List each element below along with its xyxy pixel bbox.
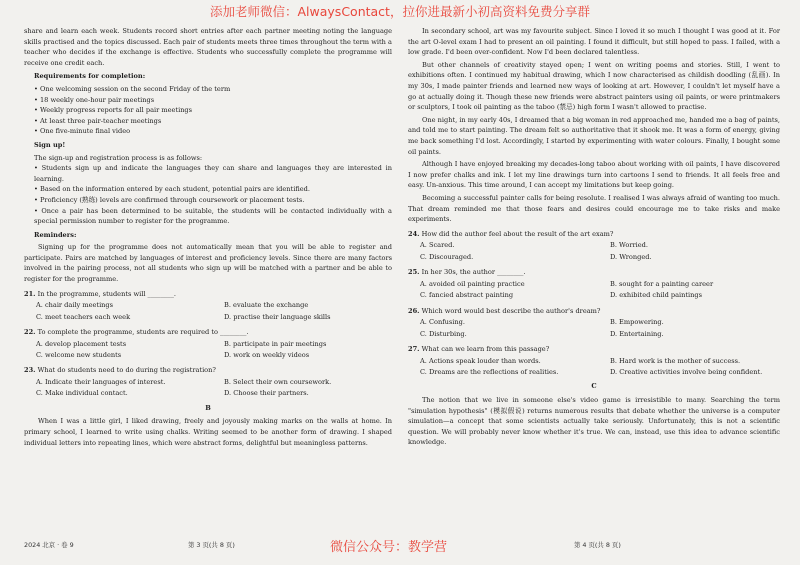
option[interactable]: C. Make individual contact.	[36, 389, 128, 398]
right-column	[408, 26, 780, 450]
passage-b-paragraph: One night, in my early 40s, I dreamed that a big woman in red approached me, handed me a bag of paints, and told me to start painting. The dream felt so authoritative that it shook me. It was a form of energy, giving me back something I'd lost. Accordingly, I started by experimenting with water colours. Finally, I bought some oil paints.	[408, 115, 780, 156]
passage-b-paragraph: Although I have enjoyed breaking my decades-long taboo about working with oil paints, I have discovered I now prefer chalks and ink. I let my line drawings turn into cartoons I send to friends. It all feels free and easy. Un-anxious. This time around, I can accept my limitations but keep going.	[408, 160, 780, 190]
option[interactable]: A. chair daily meetings	[36, 301, 114, 310]
signup-item: • Once a pair has been determined to be suitable, the students will be contacted individually with a special permission number to register for the programme.	[34, 206, 392, 226]
watermark-top: 添加老师微信：AlwaysContact，拉你进最新小初高资料免费分享群	[210, 4, 590, 19]
option[interactable]: B. participate in pair meetings	[224, 339, 327, 348]
option[interactable]: B. Select their own coursework.	[224, 378, 332, 387]
option[interactable]: C. Disturbing.	[420, 329, 467, 338]
question-25: 25. In her 30s, the author ________.	[408, 268, 526, 277]
question-22: 22. To complete the programme, students are required to ________.	[24, 328, 249, 337]
option[interactable]: D. Entertaining.	[610, 329, 664, 338]
option[interactable]: B. sought for a painting career	[610, 279, 714, 288]
page-number-left: 第 3 页(共 8 页)	[188, 541, 235, 549]
intro-paragraph: share and learn each week. Students record short entries after each partner meeting noting the language skills practised and the topics discussed. Each pair of students meets three times throughout the term with a teacher who decides if the exchange is effective. Students who successfully complete the programme will receive one credit each.	[24, 27, 392, 67]
section-b-heading: B	[205, 403, 211, 412]
option[interactable]: B. Hard work is the mother of success.	[610, 356, 741, 365]
option[interactable]: C. meet teachers each week	[36, 312, 131, 321]
passage-b-paragraph: Becoming a successful painter calls for being resolute. I realised I was always afraid of wanting too much. That dream reminded me that those fears and desires could encourage me to take risks and make experiments.	[408, 193, 780, 224]
question-22-options	[24, 339, 392, 362]
passage-c-paragraph: The notion that we live in someone else's video game is irresistible to many. Searching the term "simulation hypothesis" (模拟假说) returns numerous results that debate whether the universe is a computer simulation—a concept that some scientists actually take seriously. Unfortunately, this is not a scientific question. We will probably never know whether it's true. We can, instead, use this idea to advance scientific knowledge.	[408, 395, 780, 447]
option[interactable]: A. Confusing.	[420, 318, 465, 327]
requirement-item: • Weekly progress reports for all pair meetings	[34, 106, 193, 115]
signup-item: • Based on the information entered by each student, potential pairs are identified.	[34, 185, 310, 194]
question-25-options	[408, 279, 780, 302]
requirement-item: • One welcoming session on the second Friday of the term	[34, 84, 231, 93]
requirement-item: • One five-minute final video	[34, 127, 131, 136]
question-26: 26. Which word would best describe the author's dream?	[408, 306, 601, 315]
signup-item: • Students sign up and indicate the languages they can share and languages they are interested in learning.	[34, 164, 392, 183]
option[interactable]: D. Creative activities involve being confident.	[610, 367, 763, 376]
requirement-item: • 18 weekly one-hour pair meetings	[34, 95, 155, 104]
option[interactable]: D. work on weekly videos	[224, 351, 310, 360]
option[interactable]: C. welcome new students	[36, 351, 122, 360]
requirements-heading: Requirements for completion:	[34, 72, 146, 81]
option[interactable]: A. develop placement tests	[36, 339, 127, 348]
left-column	[24, 26, 392, 450]
option[interactable]: D. Wronged.	[610, 252, 652, 261]
question-23: 23. What do students need to do during the registration?	[24, 366, 216, 375]
passage-b-paragraph: But other channels of creativity stayed open; I went on writing poems and stories. Still, I went to exhibitions often. I continued my habitual drawing, which I now characterised as childish doodling (乱画). In my 30s, I made painter friends and learned new ways of looking at art. However, I couldn't let myself have a go at actually doing it. Though these new friends were abstract painters using oil paints, or were printmakers or sculptors, I took oil painting as the taboo (禁忌) high form I wasn't allowed to practise.	[408, 60, 780, 112]
signup-item: • Proficiency (熟练) levels are confirmed through coursework or placement tests.	[34, 195, 305, 204]
option[interactable]: C. Dreams are the reflections of realities.	[420, 367, 559, 376]
signup-heading: Sign up!	[34, 140, 66, 149]
question-24-options	[408, 240, 780, 263]
option[interactable]: D. Choose their partners.	[224, 389, 309, 398]
question-27: 27. What can we learn from this passage?	[408, 344, 550, 353]
passage-b-paragraph: When I was a little girl, I liked drawing, freely and joyously making marks on the walls at home. In primary school, I learned to write using chalks. Writing seemed to be another form of drawing. I shaped individual letters into repeating lines, which were abstract forms, delightful but meaningless patterns.	[24, 417, 392, 447]
requirement-item: • At least three pair-teacher meetings	[34, 116, 162, 125]
section-c-heading: C	[591, 382, 597, 391]
option[interactable]: B. Empowering.	[610, 318, 664, 327]
reminders-paragraph: Signing up for the programme does not automatically mean that you will be able to register and participate. Pairs are matched by languages of interest and proficiency levels. Since there are many factors involved in the pairing process, not all students who sign up will be matched with a partner and be able to register for the programme.	[24, 243, 392, 284]
option[interactable]: C. Discouraged.	[420, 252, 474, 261]
reminders-heading: Reminders:	[34, 230, 77, 239]
option[interactable]: B. Worried.	[610, 241, 648, 250]
option[interactable]: D. exhibited child paintings	[610, 291, 703, 300]
option[interactable]: D. practise their language skills	[224, 312, 331, 321]
option[interactable]: C. fancied abstract painting	[420, 291, 514, 300]
signup-intro: The sign-up and registration process is as follows:	[34, 153, 203, 162]
question-27-options	[408, 356, 780, 379]
option[interactable]: A. Actions speak louder than words.	[420, 356, 541, 365]
exam-code: 2024 北京 · 卷 9	[24, 541, 74, 549]
watermark-bottom: 微信公众号：教学营	[330, 540, 448, 555]
page-number-right: 第 4 页(共 8 页)	[574, 541, 621, 549]
passage-b-paragraph: In secondary school, art was my favourite subject. Since I loved it so much I thought I was good at it. For the art O-level exam I had to present an oil painting. I found it difficult, but still hoped to pass. I failed, with a low grade. I'd been over-confident. Now I'd been declared talentless.	[408, 27, 780, 57]
question-21-options	[24, 300, 392, 323]
question-23-options	[24, 377, 392, 400]
question-24: 24. How did the author feel about the result of the art exam?	[408, 229, 614, 238]
option[interactable]: A. avoided oil painting practice	[420, 279, 525, 288]
option[interactable]: A. Indicate their languages of interest.	[36, 378, 166, 387]
option[interactable]: A. Scared.	[420, 241, 455, 250]
option[interactable]: B. evaluate the exchange	[224, 301, 309, 310]
question-21: 21. In the programme, students will ________.	[24, 289, 176, 298]
question-26-options	[408, 317, 780, 340]
